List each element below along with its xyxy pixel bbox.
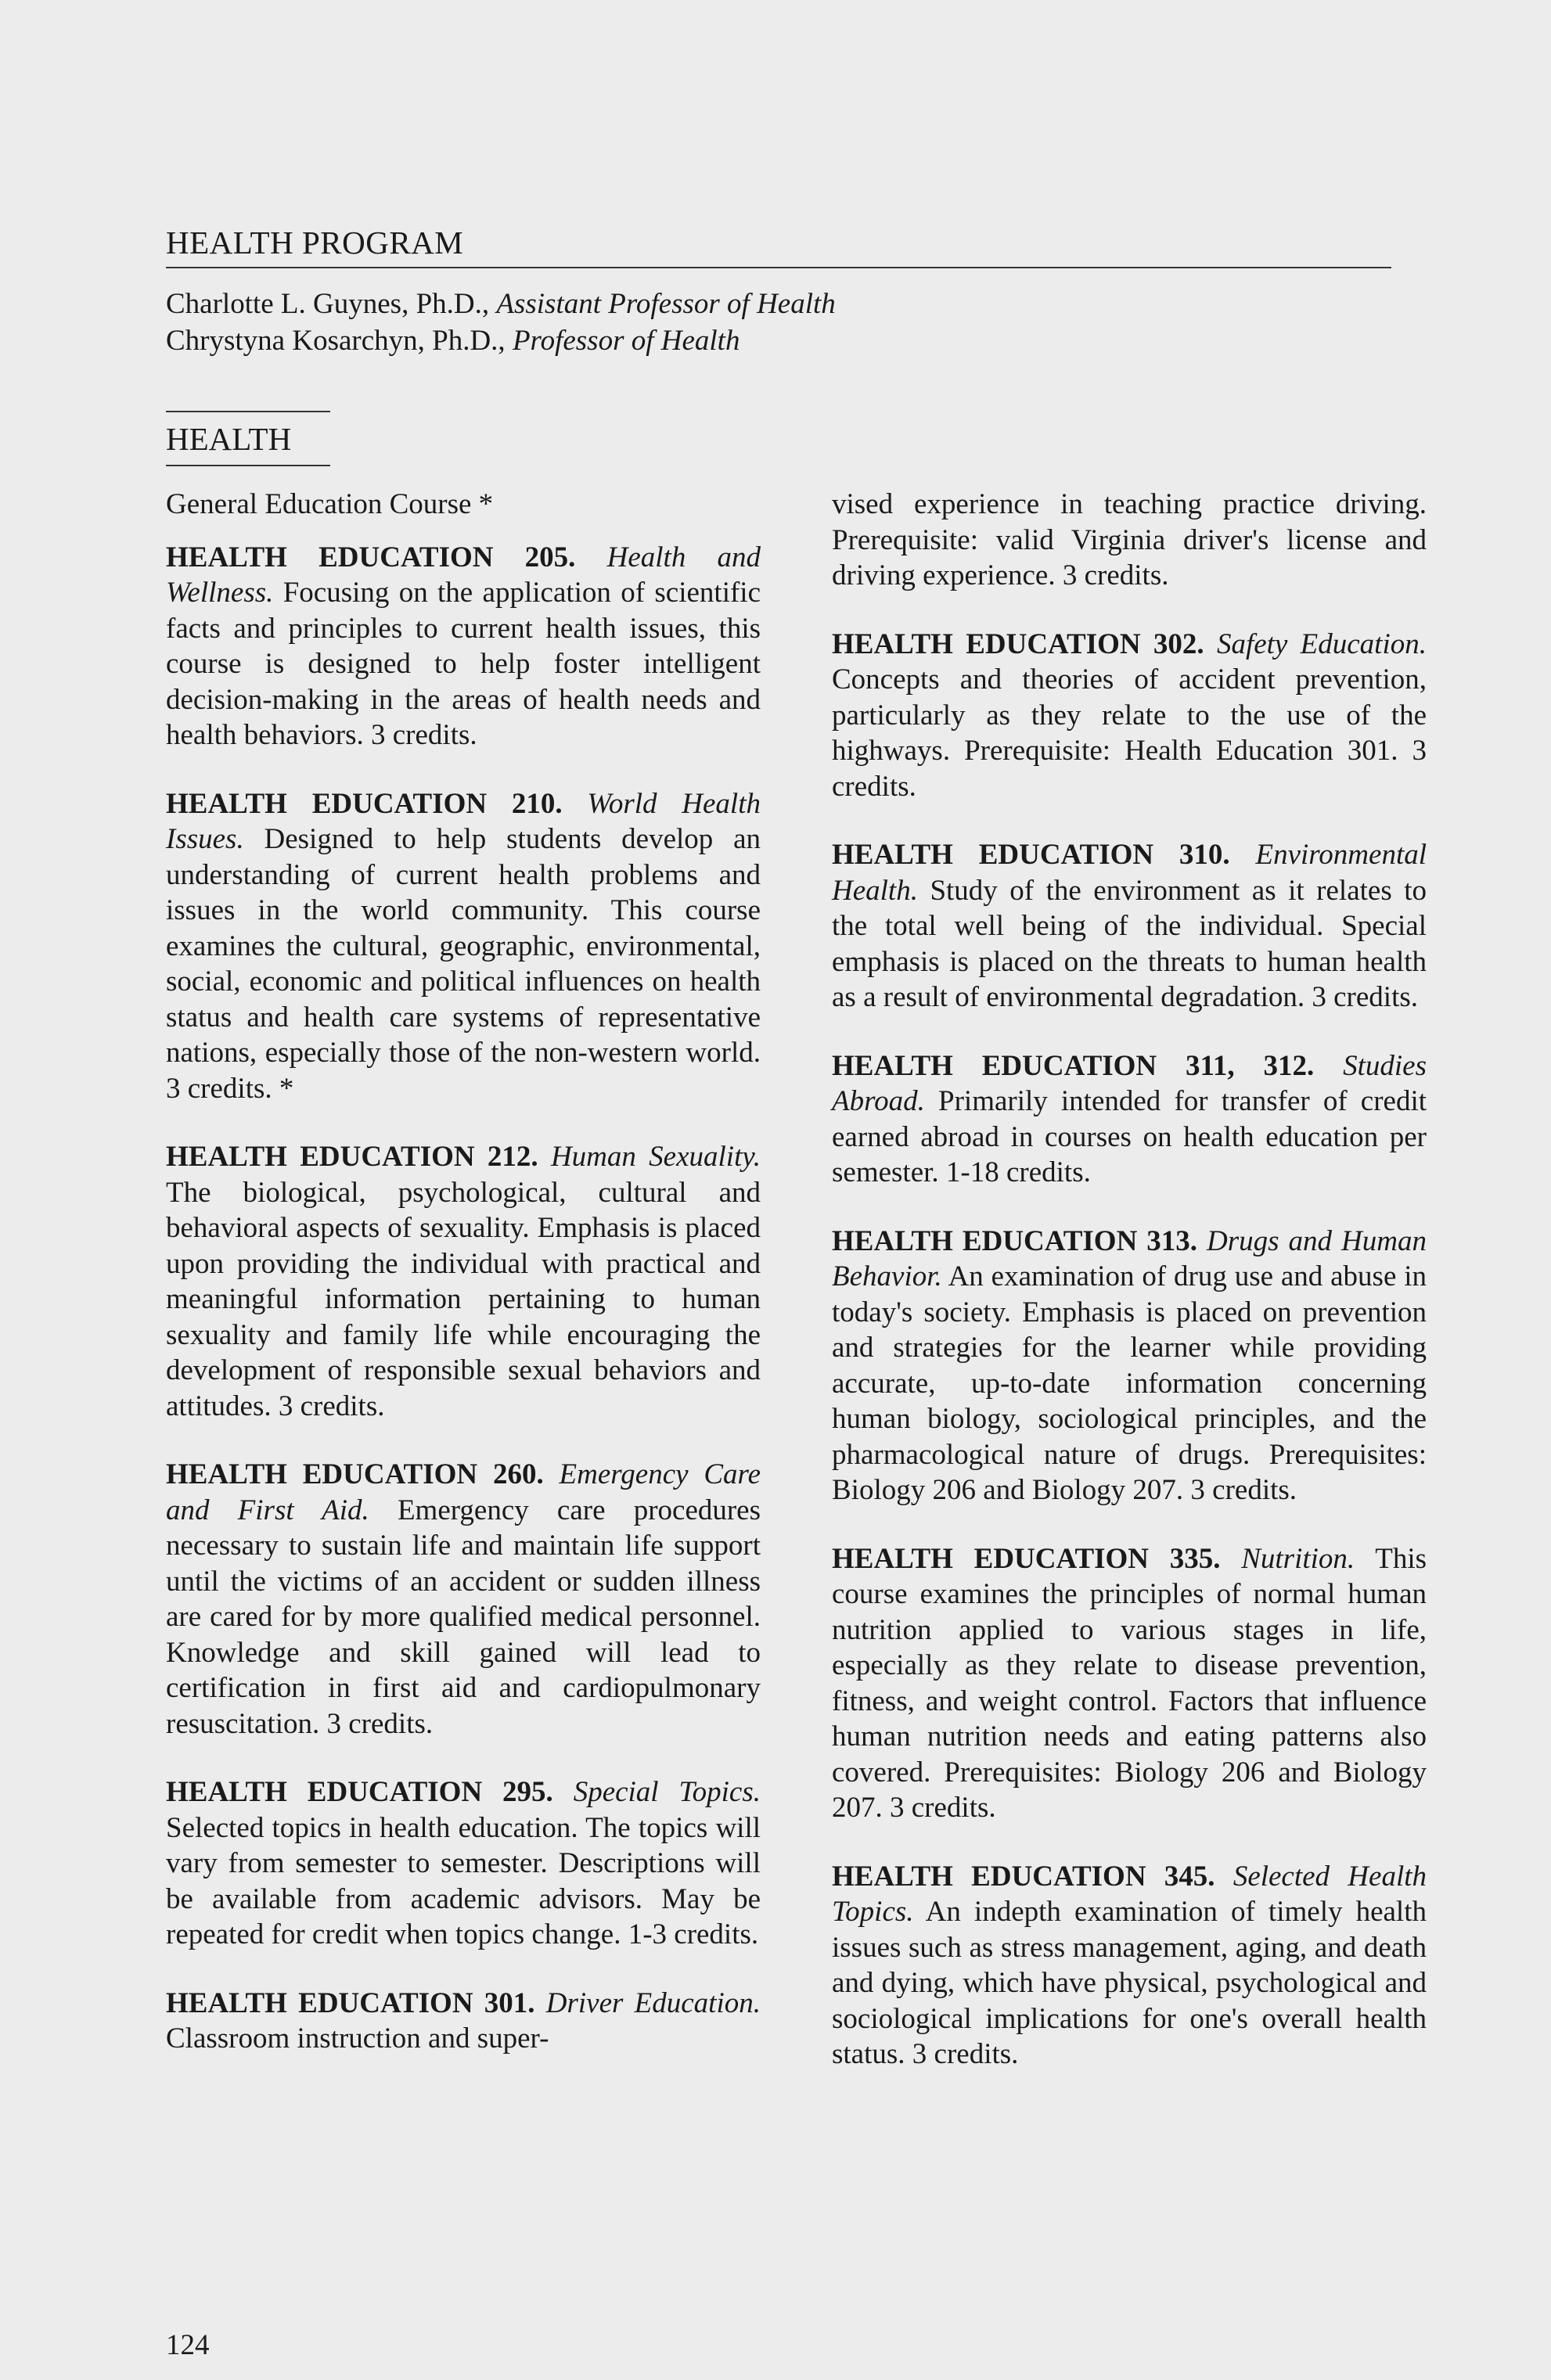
course-description: This course examines the principles of normal human nutrition applied to various stages in life, especially as they relate to disease prevention, fitness, and weight control. Factors that influence human nutrition needs and eating patterns also covered. Prerequisites: Biology 206 and Biology 207. 3 credits. xyxy=(832,1542,1427,1824)
course-description: An indepth examination of timely health issues such as stress management, aging, and death and dying, which have physical, psychological and sociological implications for one's overall health status. 3 credits. xyxy=(832,1896,1427,2070)
course-title: World Health Issues. xyxy=(166,787,761,855)
course-title: Driver Education. xyxy=(545,1986,761,2019)
course-code: HEALTH EDUCATION 212. xyxy=(166,1141,551,1173)
course-title: Studies Abroad. xyxy=(832,1049,1427,1117)
section-heading: HEALTH xyxy=(166,411,330,466)
course-title: Safety Education. xyxy=(1216,627,1427,660)
course-description: Study of the environment as it relates to the total well being of the individual. Special emphasis is placed on the threats to human health as a result of environmental degradation. 3 credits. xyxy=(832,874,1427,1013)
course-description: Classroom instruction and super- xyxy=(166,2022,549,2055)
course-entry xyxy=(832,1541,1427,1826)
course-code: HEALTH EDUCATION 345. xyxy=(832,1860,1233,1893)
course-entry xyxy=(166,1139,761,1424)
course-entry xyxy=(166,540,761,753)
faculty-name: Charlotte L. Guynes, Ph.D., xyxy=(166,288,497,320)
course-code: HEALTH EDUCATION 302. xyxy=(832,627,1217,660)
faculty-role: Assistant Professor of Health xyxy=(496,288,836,320)
course-description: Designed to help students develop an understanding of current health problems and issues in the world community. This course examines the cultural, geographic, environmental, social, economic and political influences on health status and health care systems of representative nations, especially those of the non-western world. 3 credits. * xyxy=(166,823,761,1105)
course-entry xyxy=(832,1224,1427,1508)
faculty-role: Professor of Health xyxy=(512,325,740,357)
course-code: HEALTH EDUCATION 313. xyxy=(832,1224,1207,1257)
course-entry xyxy=(166,1986,761,2057)
course-code: HEALTH EDUCATION 260. xyxy=(166,1458,560,1490)
program-title: HEALTH PROGRAM xyxy=(166,227,1391,268)
course-code: HEALTH EDUCATION 301. xyxy=(166,1986,546,2019)
course-description: Focusing on the application of scientific facts and principles to current health issues, this course is designed to help foster intelligent decision-making in the areas of health needs and health behaviors. 3 credits. xyxy=(166,577,761,751)
faculty-name: Chrystyna Kosarchyn, Ph.D., xyxy=(166,325,513,357)
course-description: Emergency care procedures necessary to sustain life and maintain life support until the victims of an accident or sudden illness are cared for by more qualified medical personnel. Knowledge and skill gained will lead to certification in first aid and cardiopulmonary resuscitation. 3 credits. xyxy=(166,1494,761,1740)
course-title: Environmental Health. xyxy=(832,839,1427,907)
course-code: HEALTH EDUCATION 210. xyxy=(166,787,588,820)
course-title: Nutrition. xyxy=(1241,1542,1355,1575)
faculty-member xyxy=(166,322,1391,359)
course-description: An examination of drug use and abuse in today's society. Emphasis is placed on prevention and strategies for the learner while providing accurate, up-to-date information concerning human biology, sociological principles, and the pharmacological nature of drugs. Prerequisites: Biology 206 and Biology 207. 3 credits. xyxy=(832,1260,1427,1506)
right-column xyxy=(832,487,1427,2073)
course-description: Primarily intended for transfer of credit earned abroad in courses on health education per semester. 1-18 credits. xyxy=(832,1085,1427,1188)
course-code: HEALTH EDUCATION 335. xyxy=(832,1542,1242,1575)
course-entry xyxy=(832,627,1427,805)
course-entry xyxy=(832,837,1427,1016)
gen-ed-note: General Education Course * xyxy=(166,488,494,520)
course-code: HEALTH EDUCATION 311, 312. xyxy=(832,1049,1344,1082)
faculty-list xyxy=(166,286,1391,359)
course-title: Selected Health Topics. xyxy=(832,1860,1427,1928)
course-title: Human Sexuality. xyxy=(550,1141,761,1173)
course-description: The biological, psychological, cultural and behavioral aspects of sexuality. Emphasis is placed upon providing the individual with practical and meaningful information pertaining to human sexuality and family life while encouraging the development of responsible sexual behaviors and attitudes. 3 credits. xyxy=(166,1176,761,1422)
course-continuation xyxy=(832,487,1427,594)
course-title: Emergency Care and First Aid. xyxy=(166,1458,761,1526)
course-entry xyxy=(832,1048,1427,1191)
page-number: 124 xyxy=(166,2329,210,2361)
course-code: HEALTH EDUCATION 205. xyxy=(166,541,607,573)
course-title: Special Topics. xyxy=(573,1776,761,1808)
course-entry xyxy=(832,1859,1427,2073)
course-description: Selected topics in health education. The topics will vary from semester to semester. Descriptions will be available from academic advisors. May be repeated for credit when topics change. 1-3 credits. xyxy=(166,1811,761,1950)
course-code: HEALTH EDUCATION 310. xyxy=(832,839,1256,871)
course-entry xyxy=(166,1774,761,1953)
course-title: Drugs and Human Behavior. xyxy=(832,1224,1427,1292)
page-header xyxy=(166,227,1391,359)
course-title: Health and Wellness. xyxy=(166,541,761,609)
left-column xyxy=(166,487,761,2057)
continuation-text: vised experience in teaching practice driving. Prerequisite: valid Virginia driver's license and driving experience. 3 credits. xyxy=(832,488,1427,591)
course-code: HEALTH EDUCATION 295. xyxy=(166,1776,574,1808)
faculty-member xyxy=(166,286,1391,322)
course-description: Concepts and theories of accident prevention, particularly as they relate to the use of the highways. Prerequisite: Health Education 301. 3 credits. xyxy=(832,663,1427,803)
course-entry xyxy=(166,786,761,1107)
course-entry xyxy=(166,1457,761,1742)
